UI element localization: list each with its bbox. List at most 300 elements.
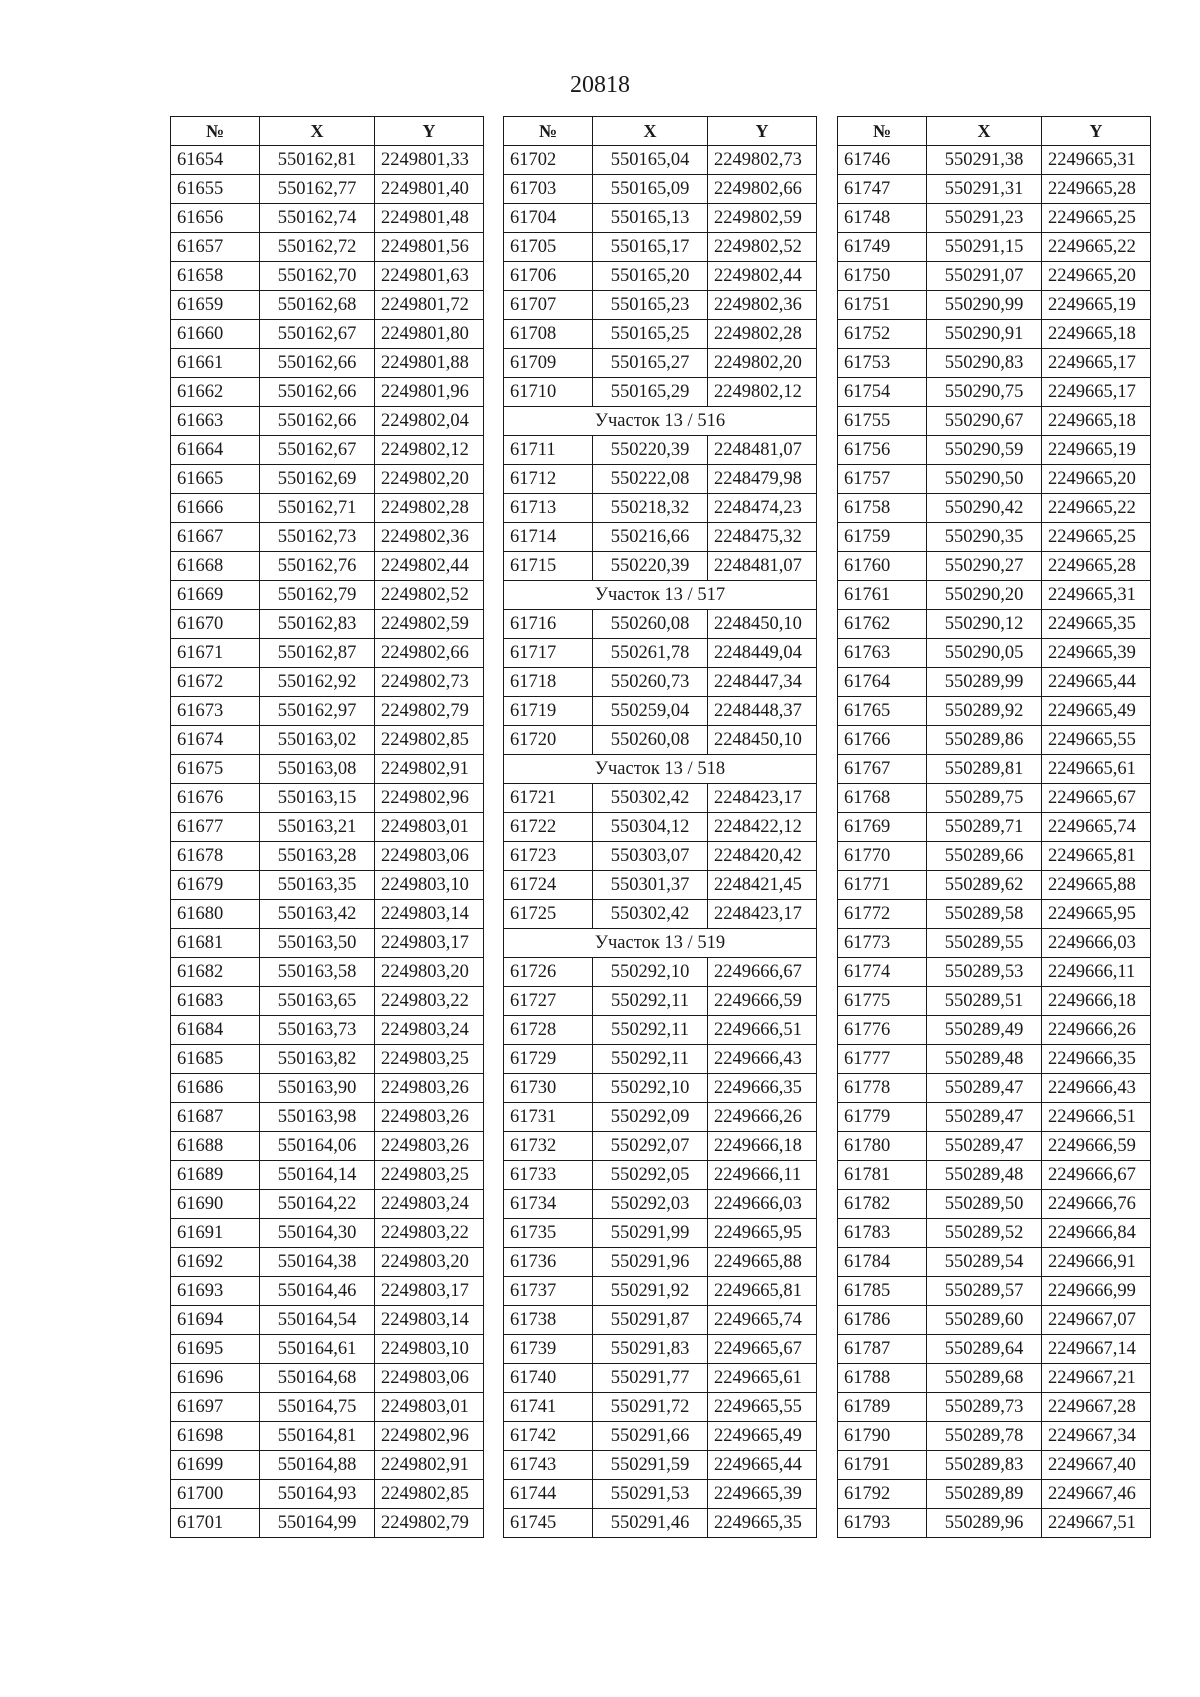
- table-row: [171, 320, 484, 349]
- table-row: [171, 1219, 484, 1248]
- table-row: [171, 697, 484, 726]
- y-coordinate-cell: 2249802,73: [375, 668, 484, 697]
- table-row: [504, 1161, 817, 1190]
- point-number-cell: 61774: [838, 958, 927, 987]
- y-coordinate-cell: 2249666,67: [708, 958, 817, 987]
- point-number-cell: 61713: [504, 494, 593, 523]
- y-coordinate-cell: 2249666,35: [1042, 1045, 1151, 1074]
- x-coordinate-cell: 550222,08: [593, 465, 708, 494]
- point-number-cell: 61746: [838, 146, 927, 175]
- table-row: [504, 378, 817, 407]
- point-number-cell: 61663: [171, 407, 260, 436]
- x-coordinate-cell: 550291,59: [593, 1451, 708, 1480]
- y-coordinate-cell: 2249665,55: [1042, 726, 1151, 755]
- x-coordinate-cell: 550289,48: [927, 1161, 1042, 1190]
- point-number-cell: 61760: [838, 552, 927, 581]
- x-coordinate-cell: 550163,58: [260, 958, 375, 987]
- table-row: [838, 813, 1151, 842]
- x-coordinate-cell: 550164,68: [260, 1364, 375, 1393]
- table-row: [171, 726, 484, 755]
- x-coordinate-cell: 550289,57: [927, 1277, 1042, 1306]
- table-row: [504, 494, 817, 523]
- table-row: [838, 755, 1151, 784]
- point-number-cell: 61743: [504, 1451, 593, 1480]
- table-row: [171, 1393, 484, 1422]
- table-row: [171, 494, 484, 523]
- y-coordinate-cell: 2249666,99: [1042, 1277, 1151, 1306]
- point-number-cell: 61781: [838, 1161, 927, 1190]
- y-coordinate-cell: 2249666,35: [708, 1074, 817, 1103]
- table-row: [838, 1509, 1151, 1538]
- table-row: [838, 465, 1151, 494]
- y-coordinate-cell: 2249802,79: [375, 697, 484, 726]
- point-number-cell: 61738: [504, 1306, 593, 1335]
- point-number-cell: 61748: [838, 204, 927, 233]
- point-number-cell: 61716: [504, 610, 593, 639]
- table-row: [171, 1480, 484, 1509]
- y-coordinate-cell: 2249667,28: [1042, 1393, 1151, 1422]
- y-coordinate-cell: 2249665,35: [1042, 610, 1151, 639]
- point-number-cell: 61715: [504, 552, 593, 581]
- point-number-cell: 61705: [504, 233, 593, 262]
- y-coordinate-cell: 2249803,06: [375, 1364, 484, 1393]
- y-coordinate-cell: 2249802,36: [375, 523, 484, 552]
- y-coordinate-cell: 2249666,43: [708, 1045, 817, 1074]
- x-coordinate-cell: 550163,42: [260, 900, 375, 929]
- x-coordinate-cell: 550162,66: [260, 349, 375, 378]
- table-row: [838, 639, 1151, 668]
- x-coordinate-cell: 550290,75: [927, 378, 1042, 407]
- x-coordinate-cell: 550164,99: [260, 1509, 375, 1538]
- y-coordinate-cell: 2249801,63: [375, 262, 484, 291]
- y-coordinate-cell: 2249803,10: [375, 871, 484, 900]
- point-number-cell: 61793: [838, 1509, 927, 1538]
- table-row: [504, 784, 817, 813]
- x-coordinate-cell: 550290,67: [927, 407, 1042, 436]
- table-row: [838, 1335, 1151, 1364]
- point-number-cell: 61750: [838, 262, 927, 291]
- table-row: [838, 1422, 1151, 1451]
- table-row: [838, 1190, 1151, 1219]
- x-coordinate-cell: 550164,81: [260, 1422, 375, 1451]
- y-coordinate-cell: 2249803,10: [375, 1335, 484, 1364]
- x-coordinate-cell: 550291,77: [593, 1364, 708, 1393]
- x-coordinate-cell: 550220,39: [593, 436, 708, 465]
- x-coordinate-cell: 550164,54: [260, 1306, 375, 1335]
- x-coordinate-cell: 550289,47: [927, 1074, 1042, 1103]
- x-coordinate-cell: 550291,66: [593, 1422, 708, 1451]
- point-number-cell: 61686: [171, 1074, 260, 1103]
- section-label: Участок 13 / 519: [504, 929, 817, 958]
- column-header-y: Y: [1042, 117, 1151, 146]
- y-coordinate-cell: 2249801,96: [375, 378, 484, 407]
- table-row: [504, 552, 817, 581]
- x-coordinate-cell: 550162,68: [260, 291, 375, 320]
- point-number-cell: 61723: [504, 842, 593, 871]
- x-coordinate-cell: 550164,61: [260, 1335, 375, 1364]
- x-coordinate-cell: 550165,29: [593, 378, 708, 407]
- x-coordinate-cell: 550292,09: [593, 1103, 708, 1132]
- table-row: [171, 871, 484, 900]
- table-row: [838, 1451, 1151, 1480]
- table-row: [171, 1364, 484, 1393]
- table-row: [171, 262, 484, 291]
- point-number-cell: 61776: [838, 1016, 927, 1045]
- x-coordinate-cell: 550290,27: [927, 552, 1042, 581]
- x-coordinate-cell: 550165,17: [593, 233, 708, 262]
- x-coordinate-cell: 550290,05: [927, 639, 1042, 668]
- x-coordinate-cell: 550162,79: [260, 581, 375, 610]
- column-header-x: X: [927, 117, 1042, 146]
- point-number-cell: 61736: [504, 1248, 593, 1277]
- x-coordinate-cell: 550289,55: [927, 929, 1042, 958]
- x-coordinate-cell: 550292,05: [593, 1161, 708, 1190]
- point-number-cell: 61739: [504, 1335, 593, 1364]
- table-row: [504, 204, 817, 233]
- table-row: [504, 842, 817, 871]
- x-coordinate-cell: 550302,42: [593, 784, 708, 813]
- y-coordinate-cell: 2249802,96: [375, 784, 484, 813]
- point-number-cell: 61719: [504, 697, 593, 726]
- table-row: [838, 523, 1151, 552]
- y-coordinate-cell: 2249802,85: [375, 1480, 484, 1509]
- y-coordinate-cell: 2249666,11: [708, 1161, 817, 1190]
- point-number-cell: 61745: [504, 1509, 593, 1538]
- point-number-cell: 61710: [504, 378, 593, 407]
- point-number-cell: 61692: [171, 1248, 260, 1277]
- x-coordinate-cell: 550289,78: [927, 1422, 1042, 1451]
- point-number-cell: 61665: [171, 465, 260, 494]
- x-coordinate-cell: 550164,14: [260, 1161, 375, 1190]
- table-row: [171, 755, 484, 784]
- point-number-cell: 61687: [171, 1103, 260, 1132]
- x-coordinate-cell: 550164,93: [260, 1480, 375, 1509]
- x-coordinate-cell: 550260,08: [593, 610, 708, 639]
- y-coordinate-cell: 2249665,28: [1042, 552, 1151, 581]
- point-number-cell: 61754: [838, 378, 927, 407]
- x-coordinate-cell: 550163,35: [260, 871, 375, 900]
- x-coordinate-cell: 550165,23: [593, 291, 708, 320]
- y-coordinate-cell: 2249802,66: [375, 639, 484, 668]
- point-number-cell: 61761: [838, 581, 927, 610]
- y-coordinate-cell: 2249802,12: [708, 378, 817, 407]
- table-row: [838, 378, 1151, 407]
- table-row: [171, 1422, 484, 1451]
- y-coordinate-cell: 2249802,28: [375, 494, 484, 523]
- y-coordinate-cell: 2248423,17: [708, 900, 817, 929]
- point-number-cell: 61721: [504, 784, 593, 813]
- x-coordinate-cell: 550162,70: [260, 262, 375, 291]
- y-coordinate-cell: 2248449,04: [708, 639, 817, 668]
- x-coordinate-cell: 550291,92: [593, 1277, 708, 1306]
- x-coordinate-cell: 550289,62: [927, 871, 1042, 900]
- section-row: [504, 929, 817, 958]
- y-coordinate-cell: 2249665,61: [708, 1364, 817, 1393]
- point-number-cell: 61782: [838, 1190, 927, 1219]
- table-row: [838, 204, 1151, 233]
- table-row: [171, 1509, 484, 1538]
- table-row: [504, 1190, 817, 1219]
- point-number-cell: 61683: [171, 987, 260, 1016]
- y-coordinate-cell: 2249665,31: [1042, 581, 1151, 610]
- table-row: [171, 610, 484, 639]
- point-number-cell: 61689: [171, 1161, 260, 1190]
- column-header-number: №: [504, 117, 593, 146]
- y-coordinate-cell: 2249665,28: [1042, 175, 1151, 204]
- table-row: [838, 1016, 1151, 1045]
- point-number-cell: 61779: [838, 1103, 927, 1132]
- table-row: [838, 175, 1151, 204]
- table-row: [171, 842, 484, 871]
- point-number-cell: 61711: [504, 436, 593, 465]
- x-coordinate-cell: 550162,66: [260, 378, 375, 407]
- y-coordinate-cell: 2249666,59: [1042, 1132, 1151, 1161]
- x-coordinate-cell: 550165,20: [593, 262, 708, 291]
- x-coordinate-cell: 550291,53: [593, 1480, 708, 1509]
- x-coordinate-cell: 550291,23: [927, 204, 1042, 233]
- x-coordinate-cell: 550289,66: [927, 842, 1042, 871]
- x-coordinate-cell: 550162,87: [260, 639, 375, 668]
- point-number-cell: 61718: [504, 668, 593, 697]
- point-number-cell: 61684: [171, 1016, 260, 1045]
- table-row: [171, 1248, 484, 1277]
- x-coordinate-cell: 550289,68: [927, 1364, 1042, 1393]
- point-number-cell: 61698: [171, 1422, 260, 1451]
- y-coordinate-cell: 2249803,22: [375, 987, 484, 1016]
- y-coordinate-cell: 2249666,67: [1042, 1161, 1151, 1190]
- y-coordinate-cell: 2249665,39: [1042, 639, 1151, 668]
- y-coordinate-cell: 2249802,12: [375, 436, 484, 465]
- table-row: [504, 1132, 817, 1161]
- y-coordinate-cell: 2249665,74: [1042, 813, 1151, 842]
- x-coordinate-cell: 550289,48: [927, 1045, 1042, 1074]
- y-coordinate-cell: 2248450,10: [708, 610, 817, 639]
- point-number-cell: 61691: [171, 1219, 260, 1248]
- table-row: [171, 407, 484, 436]
- x-coordinate-cell: 550292,11: [593, 1045, 708, 1074]
- x-coordinate-cell: 550164,46: [260, 1277, 375, 1306]
- section-label: Участок 13 / 517: [504, 581, 817, 610]
- table-row: [171, 1045, 484, 1074]
- point-number-cell: 61701: [171, 1509, 260, 1538]
- point-number-cell: 61725: [504, 900, 593, 929]
- y-coordinate-cell: 2249803,01: [375, 813, 484, 842]
- x-coordinate-cell: 550162,71: [260, 494, 375, 523]
- point-number-cell: 61685: [171, 1045, 260, 1074]
- y-coordinate-cell: 2249666,11: [1042, 958, 1151, 987]
- point-number-cell: 61656: [171, 204, 260, 233]
- y-coordinate-cell: 2249802,36: [708, 291, 817, 320]
- table-row: [171, 958, 484, 987]
- table-row: [171, 175, 484, 204]
- y-coordinate-cell: 2248420,42: [708, 842, 817, 871]
- table-header-row: [171, 117, 484, 146]
- table-row: [504, 1045, 817, 1074]
- table-row: [838, 146, 1151, 175]
- y-coordinate-cell: 2249665,49: [1042, 697, 1151, 726]
- y-coordinate-cell: 2249665,19: [1042, 291, 1151, 320]
- table-row: [504, 1335, 817, 1364]
- y-coordinate-cell: 2249667,51: [1042, 1509, 1151, 1538]
- y-coordinate-cell: 2249665,39: [708, 1480, 817, 1509]
- point-number-cell: 61752: [838, 320, 927, 349]
- x-coordinate-cell: 550162,83: [260, 610, 375, 639]
- table-row: [504, 958, 817, 987]
- table-row: [171, 581, 484, 610]
- y-coordinate-cell: 2248422,12: [708, 813, 817, 842]
- table-row: [838, 1306, 1151, 1335]
- point-number-cell: 61681: [171, 929, 260, 958]
- y-coordinate-cell: 2249802,66: [708, 175, 817, 204]
- point-number-cell: 61767: [838, 755, 927, 784]
- y-coordinate-cell: 2248448,37: [708, 697, 817, 726]
- x-coordinate-cell: 550291,15: [927, 233, 1042, 262]
- point-number-cell: 61791: [838, 1451, 927, 1480]
- y-coordinate-cell: 2249803,01: [375, 1393, 484, 1422]
- table-row: [838, 1074, 1151, 1103]
- point-number-cell: 61765: [838, 697, 927, 726]
- table-row: [838, 929, 1151, 958]
- table-row: [504, 668, 817, 697]
- table-row: [171, 668, 484, 697]
- x-coordinate-cell: 550289,75: [927, 784, 1042, 813]
- point-number-cell: 61777: [838, 1045, 927, 1074]
- point-number-cell: 61666: [171, 494, 260, 523]
- y-coordinate-cell: 2249665,25: [1042, 204, 1151, 233]
- point-number-cell: 61734: [504, 1190, 593, 1219]
- y-coordinate-cell: 2248421,45: [708, 871, 817, 900]
- y-coordinate-cell: 2249802,52: [375, 581, 484, 610]
- y-coordinate-cell: 2249665,17: [1042, 378, 1151, 407]
- table-row: [504, 1074, 817, 1103]
- y-coordinate-cell: 2249801,48: [375, 204, 484, 233]
- x-coordinate-cell: 550165,09: [593, 175, 708, 204]
- x-coordinate-cell: 550291,96: [593, 1248, 708, 1277]
- x-coordinate-cell: 550290,59: [927, 436, 1042, 465]
- y-coordinate-cell: 2249665,17: [1042, 349, 1151, 378]
- point-number-cell: 61707: [504, 291, 593, 320]
- x-coordinate-cell: 550289,96: [927, 1509, 1042, 1538]
- point-number-cell: 61766: [838, 726, 927, 755]
- x-coordinate-cell: 550162,67: [260, 320, 375, 349]
- table-row: [171, 1306, 484, 1335]
- point-number-cell: 61726: [504, 958, 593, 987]
- table-row: [171, 1074, 484, 1103]
- x-coordinate-cell: 550301,37: [593, 871, 708, 900]
- x-coordinate-cell: 550291,46: [593, 1509, 708, 1538]
- x-coordinate-cell: 550162,66: [260, 407, 375, 436]
- x-coordinate-cell: 550304,12: [593, 813, 708, 842]
- point-number-cell: 61679: [171, 871, 260, 900]
- x-coordinate-cell: 550162,97: [260, 697, 375, 726]
- y-coordinate-cell: 2249803,26: [375, 1132, 484, 1161]
- point-number-cell: 61749: [838, 233, 927, 262]
- x-coordinate-cell: 550165,27: [593, 349, 708, 378]
- x-coordinate-cell: 550260,73: [593, 668, 708, 697]
- point-number-cell: 61735: [504, 1219, 593, 1248]
- table-row: [171, 1190, 484, 1219]
- table-row: [504, 900, 817, 929]
- point-number-cell: 61784: [838, 1248, 927, 1277]
- y-coordinate-cell: 2249666,51: [708, 1016, 817, 1045]
- table-row: [171, 1277, 484, 1306]
- section-label: Участок 13 / 516: [504, 407, 817, 436]
- table-row: [504, 1393, 817, 1422]
- y-coordinate-cell: 2249802,20: [708, 349, 817, 378]
- x-coordinate-cell: 550290,42: [927, 494, 1042, 523]
- y-coordinate-cell: 2249665,22: [1042, 494, 1151, 523]
- table-row: [504, 871, 817, 900]
- x-coordinate-cell: 550292,11: [593, 987, 708, 1016]
- point-number-cell: 61702: [504, 146, 593, 175]
- x-coordinate-cell: 550289,81: [927, 755, 1042, 784]
- y-coordinate-cell: 2249665,35: [708, 1509, 817, 1538]
- x-coordinate-cell: 550290,83: [927, 349, 1042, 378]
- x-coordinate-cell: 550289,58: [927, 900, 1042, 929]
- point-number-cell: 61780: [838, 1132, 927, 1161]
- table-row: [504, 610, 817, 639]
- point-number-cell: 61670: [171, 610, 260, 639]
- point-number-cell: 61769: [838, 813, 927, 842]
- x-coordinate-cell: 550290,50: [927, 465, 1042, 494]
- point-number-cell: 61744: [504, 1480, 593, 1509]
- point-number-cell: 61783: [838, 1219, 927, 1248]
- x-coordinate-cell: 550259,04: [593, 697, 708, 726]
- y-coordinate-cell: 2249665,81: [1042, 842, 1151, 871]
- point-number-cell: 61697: [171, 1393, 260, 1422]
- table-row: [171, 552, 484, 581]
- point-number-cell: 61724: [504, 871, 593, 900]
- table-row: [838, 1364, 1151, 1393]
- point-number-cell: 61708: [504, 320, 593, 349]
- table-row: [838, 784, 1151, 813]
- x-coordinate-cell: 550291,87: [593, 1306, 708, 1335]
- x-coordinate-cell: 550162,69: [260, 465, 375, 494]
- y-coordinate-cell: 2249803,24: [375, 1016, 484, 1045]
- point-number-cell: 61671: [171, 639, 260, 668]
- point-number-cell: 61788: [838, 1364, 927, 1393]
- x-coordinate-cell: 550163,08: [260, 755, 375, 784]
- point-number-cell: 61747: [838, 175, 927, 204]
- y-coordinate-cell: 2248447,34: [708, 668, 817, 697]
- y-coordinate-cell: 2249802,85: [375, 726, 484, 755]
- point-number-cell: 61717: [504, 639, 593, 668]
- point-number-cell: 61667: [171, 523, 260, 552]
- page-number: 20818: [570, 72, 630, 98]
- column-header-y: Y: [708, 117, 817, 146]
- table-row: [838, 697, 1151, 726]
- y-coordinate-cell: 2249665,67: [708, 1335, 817, 1364]
- point-number-cell: 61694: [171, 1306, 260, 1335]
- y-coordinate-cell: 2248481,07: [708, 436, 817, 465]
- table-row: [838, 987, 1151, 1016]
- y-coordinate-cell: 2249802,59: [375, 610, 484, 639]
- point-number-cell: 61762: [838, 610, 927, 639]
- table-row: [504, 146, 817, 175]
- table-row: [504, 320, 817, 349]
- y-coordinate-cell: 2249665,61: [1042, 755, 1151, 784]
- x-coordinate-cell: 550163,90: [260, 1074, 375, 1103]
- y-coordinate-cell: 2249665,49: [708, 1422, 817, 1451]
- point-number-cell: 61771: [838, 871, 927, 900]
- y-coordinate-cell: 2249801,33: [375, 146, 484, 175]
- point-number-cell: 61680: [171, 900, 260, 929]
- point-number-cell: 61661: [171, 349, 260, 378]
- x-coordinate-cell: 550216,66: [593, 523, 708, 552]
- point-number-cell: 61660: [171, 320, 260, 349]
- point-number-cell: 61730: [504, 1074, 593, 1103]
- x-coordinate-cell: 550289,83: [927, 1451, 1042, 1480]
